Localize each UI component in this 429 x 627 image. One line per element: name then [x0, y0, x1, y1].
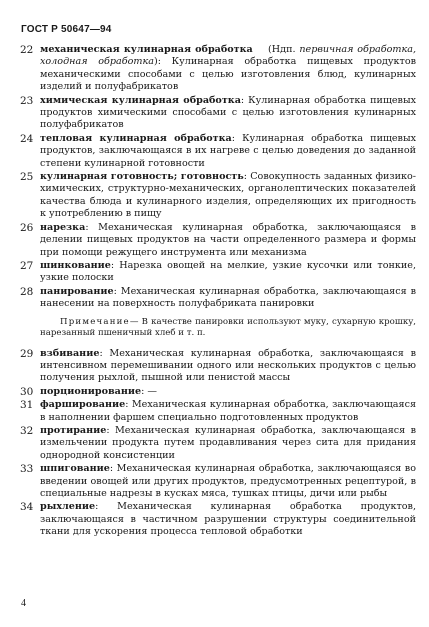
page-number: 4	[21, 598, 26, 609]
entry-term: порционирование	[40, 385, 142, 397]
entry-number: 25	[20, 171, 34, 184]
entry-number: 34	[20, 501, 34, 514]
terms-list	[20, 44, 416, 540]
entry-term: панирование	[40, 285, 114, 297]
entry-term: протирание	[40, 424, 107, 436]
entry-term: фарширование	[40, 399, 126, 411]
term-entry-32	[20, 425, 416, 462]
term-entry-26	[20, 222, 416, 259]
entry-term: шпигование	[40, 463, 110, 475]
entry-definition: : Механическая кулинарная обработка, заключающаяся в интенсивном перемешивании одного или нескольких продуктов с целью получения рыхлой, пышной или пенистой массы	[40, 347, 416, 384]
note-label: Примечание	[60, 316, 130, 327]
term-entry-29	[20, 348, 416, 385]
entry-term: химическая кулинарная обработка	[40, 94, 241, 106]
entry-number: 26	[20, 221, 34, 234]
entry-definition: : Механическая кулинарная обработка, заключающаяся во введении овощей или других продуктов, предусмотренных рецептурой, в специальные надрезы в кусках мяса, тушках птицы, дичи или рыбы	[40, 463, 416, 499]
term-entry-30	[20, 386, 416, 398]
entry-definition: : Кулинарная обработка пищевых продуктов химическими способами с целью изготовления кулинарных полуфабрикатов	[40, 94, 416, 131]
entry-definition: : Механическая кулинарная обработка, заключающаяся в нанесении на поверхность полуфабриката панировки	[40, 285, 416, 310]
term-entry-33	[20, 463, 416, 500]
entry-number: 27	[20, 259, 34, 272]
entry-definition: : Кулинарная обработка пищевых продуктов, заключающаяся в их нагреве с целью доведения до заданной степени кулинарной готовности	[40, 132, 417, 169]
entry-definition: : —	[141, 385, 157, 397]
entry-term: нарезка	[40, 221, 86, 233]
term-entry-31	[20, 399, 416, 424]
entry-number: 29	[20, 347, 34, 360]
entry-number: 22	[20, 44, 34, 56]
ndp-terms: первичная обработка, холодная обработка	[40, 44, 416, 68]
entry-definition: : Нарезка овощей на мелкие, узкие кусочки или тонкие, узкие полоски	[40, 259, 416, 284]
entry-term: кулинарная готовность; готовность	[40, 171, 244, 183]
term-entry-28	[20, 286, 416, 311]
page-header: ГОСТ Р 50647—94	[21, 24, 112, 35]
term-entry-23	[20, 95, 416, 132]
entry-term: механическая кулинарная обработка	[40, 44, 253, 55]
note-block	[20, 317, 416, 340]
entry-definition: : Механическая кулинарная обработка, заключающаяся в наполнении фаршем специально подготовленных продуктов	[40, 399, 416, 423]
entry-term: тепловая кулинарная обработка	[40, 132, 232, 144]
entry-number: 23	[20, 94, 34, 107]
entry-number: 28	[20, 285, 34, 298]
entry-definition: : Механическая кулинарная обработка, заключающаяся в измельчении продукта путем продавливания через сита для придания однородной консистенции	[40, 424, 416, 461]
term-entry-24	[20, 133, 416, 170]
entry-term: взбивание	[40, 347, 100, 359]
entry-definition: : Механическая кулинарная обработка, заключающаяся в делении пищевых продуктов на части определенного размера и формы при помощи режущего инструмента или механизма	[40, 221, 416, 258]
entry-definition: : Механическая кулинарная обработка продуктов, заключающаяся в частичном разрушении структуры соединительной ткани для ускорения процесса тепловой обработки	[40, 501, 416, 538]
term-entry-34	[20, 501, 416, 538]
term-entry-27	[20, 260, 416, 285]
entry-number: 30	[20, 385, 34, 398]
entry-definition: : Совокупность заданных физико-химических, структурно-механических, органолептических показателей качества блюда и кулинарного изделия, определяющих их пригодность к употреблению в пищу	[40, 171, 416, 220]
entry-definition: ): Кулинарная обработка пищевых продуктов механическими способами с целью изготовления блюд, кулинарных изделий и полуфабрикатов	[40, 56, 416, 93]
ndp-prefix: (Ндп.	[268, 44, 296, 55]
entry-number: 24	[20, 132, 34, 145]
entry-term: шинкование	[40, 259, 111, 271]
term-entry-25	[20, 171, 416, 221]
entry-term: рыхление	[40, 501, 96, 513]
entry-number: 32	[20, 424, 34, 437]
term-entry-22	[20, 44, 416, 94]
note-text: — В качестве панировки используют муку, сухарную крошку, нарезанный пшеничный хлеб и т. п.	[40, 316, 416, 339]
entry-number: 31	[20, 399, 34, 412]
entry-number: 33	[20, 463, 34, 476]
